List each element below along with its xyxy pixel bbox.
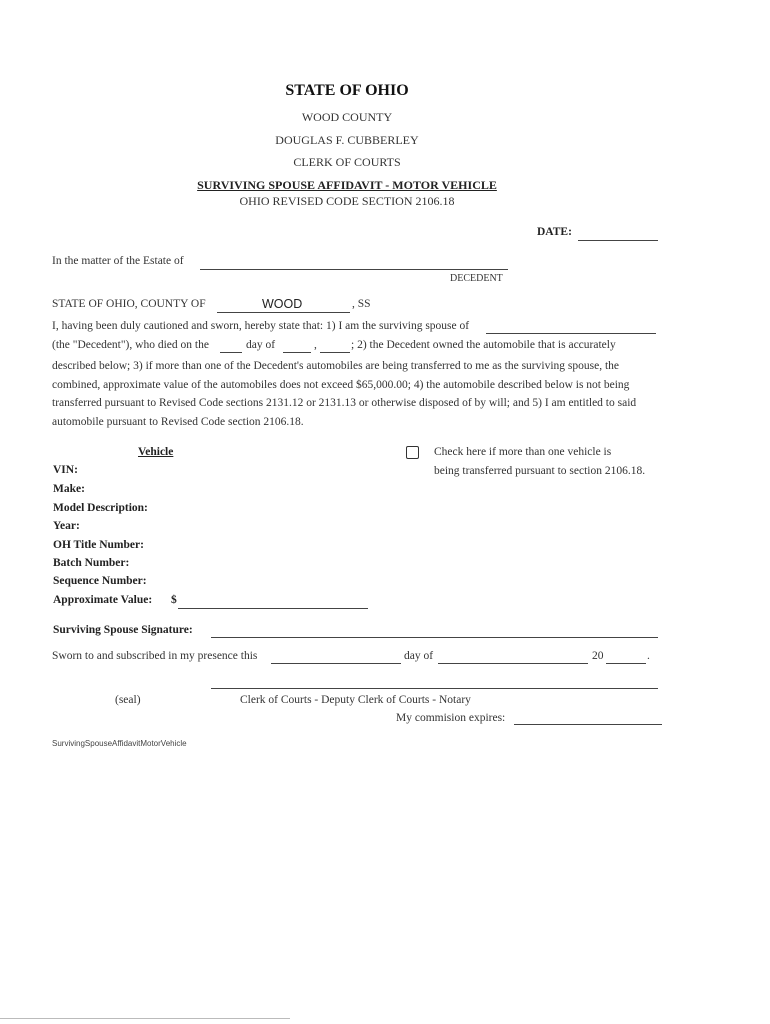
form-id: SurvivingSpouseAffidavitMotorVehicle: [52, 739, 187, 748]
sworn-month-field[interactable]: [438, 663, 588, 664]
multi-check-text-2: being transferred pursuant to section 2106.18.: [434, 465, 646, 477]
sworn-period: .: [647, 650, 650, 662]
date-field[interactable]: [578, 240, 658, 241]
multiple-vehicles-checkbox[interactable]: [406, 446, 419, 459]
clerk-signature-caption: Clerk of Courts - Deputy Clerk of Courts - Notary: [240, 694, 471, 706]
year-label: Year:: [53, 520, 80, 532]
decedent-caption: DECEDENT: [450, 273, 503, 284]
venue-suffix: , SS: [352, 298, 371, 310]
vehicle-heading: Vehicle: [138, 446, 174, 458]
spouse-signature-label: Surviving Spouse Signature:: [53, 624, 193, 636]
currency-symbol: $: [171, 594, 177, 606]
form-title: SURVIVING SPOUSE AFFIDAVIT - MOTOR VEHICLE: [197, 178, 497, 192]
oh-title-number-label: OH Title Number:: [53, 539, 144, 551]
statement-line-2a: (the "Decedent"), who died on the: [52, 339, 209, 351]
county-name: WOOD COUNTY: [301, 110, 393, 124]
sworn-text-c: 20: [592, 650, 604, 662]
approximate-value-field[interactable]: [178, 608, 368, 609]
sworn-day-field[interactable]: [271, 663, 401, 664]
spouse-name-field[interactable]: [486, 333, 656, 334]
death-year-field[interactable]: [320, 352, 350, 353]
document-title: STATE OF OHIO: [285, 82, 409, 99]
county-value: WOOD: [262, 297, 303, 311]
page-edge-divider: [0, 1018, 290, 1019]
death-month-field[interactable]: [283, 352, 311, 353]
code-section: OHIO REVISED CODE SECTION 2106.18: [239, 194, 455, 208]
statement-line-2b: day of: [246, 339, 276, 351]
sequence-number-label: Sequence Number:: [53, 575, 147, 587]
model-description-label: Model Description:: [53, 502, 148, 514]
statement-body: described below; 3) if more than one of the Decedent's automobiles are being transferred to me as the surviving spouse, the combined, approximate value of the automobiles does not exceed $65,000.00; 4) the automobile described below is not being transferred pursuant to Revised Code sections 2131.12 or 2131.13 or otherwise disposed of by will; and 5) I am entitled to said automobile pursuant to Revised Code section 2106.18.: [52, 360, 637, 428]
sworn-year-field[interactable]: [606, 663, 646, 664]
batch-number-label: Batch Number:: [53, 557, 130, 569]
vin-label: VIN:: [53, 464, 78, 476]
commission-label: My commision expires:: [396, 712, 506, 724]
sworn-text-a: Sworn to and subscribed in my presence this: [52, 650, 258, 662]
seal-label: (seal): [115, 694, 141, 706]
approximate-value-label: Approximate Value:: [53, 594, 153, 606]
death-day-field[interactable]: [220, 352, 242, 353]
date-label: DATE:: [537, 226, 572, 238]
commission-expires-field[interactable]: [514, 724, 662, 725]
statement-line-2c: ,: [314, 339, 317, 351]
statement-line-1: I, having been duly cautioned and sworn, hereby state that: 1) I am the surviving spouse of: [52, 320, 470, 332]
county-field[interactable]: [217, 312, 350, 313]
clerk-title: CLERK OF COURTS: [293, 155, 401, 169]
spouse-signature-field[interactable]: [211, 637, 658, 638]
decedent-name-field[interactable]: [200, 269, 508, 270]
clerk-name: DOUGLAS F. CUBBERLEY: [275, 133, 419, 147]
multi-check-text-1: Check here if more than one vehicle is: [434, 446, 612, 458]
make-label: Make:: [53, 483, 85, 495]
venue-prefix: STATE OF OHIO, COUNTY OF: [52, 298, 206, 310]
statement-line-2d: ; 2) the Decedent owned the automobile that is accurately: [351, 339, 616, 351]
sworn-text-b: day of: [404, 650, 434, 662]
estate-label: In the matter of the Estate of: [52, 255, 184, 267]
clerk-signature-field[interactable]: [211, 688, 658, 689]
